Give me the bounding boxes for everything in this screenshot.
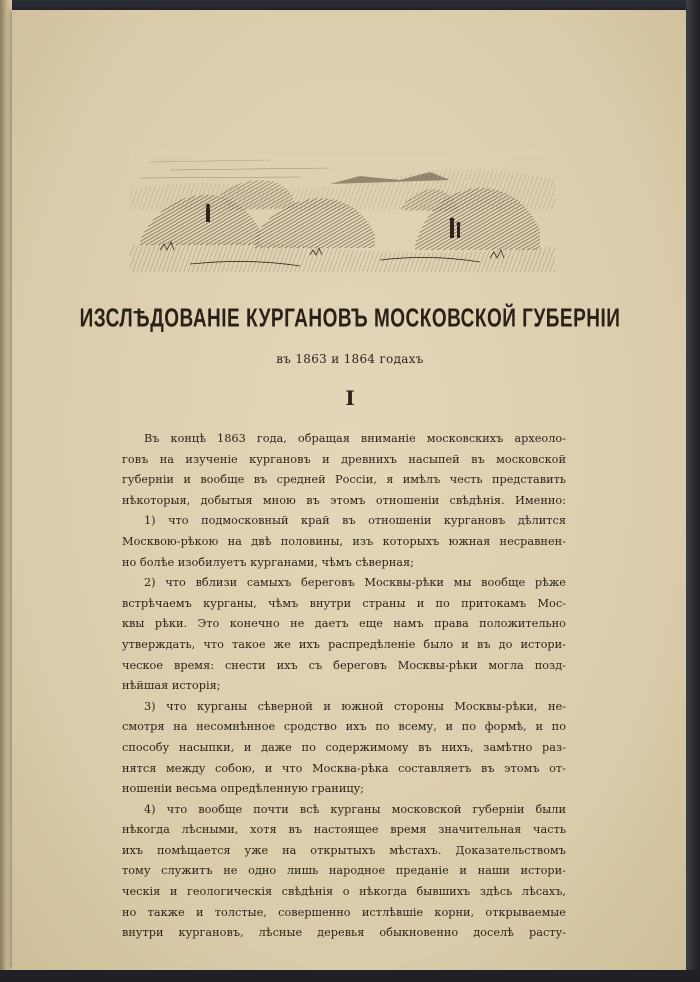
text-line: нѣйшая исторiя; xyxy=(122,679,221,693)
text-line: внутри кургановъ, лѣсные деревья обыкновенно доселѣ расту- xyxy=(122,926,566,940)
text-line: нѣкоторыя, добытыя мною въ этомъ отношенiи свѣдѣнiя. Именно: xyxy=(122,493,566,507)
text-line: говъ на изученiе кургановъ и древнихъ насыпей въ московской xyxy=(122,452,566,466)
text-line: 1) что подмосковный край въ отношенiи кургановъ дѣлится xyxy=(144,514,566,528)
body-text xyxy=(122,429,566,944)
page-bottom-edge xyxy=(0,970,700,982)
text-line: Москвою-рѣкою на двѣ половины, изъ которыхъ южная несравнен- xyxy=(122,534,566,548)
text-line: утверждать, что такое же ихъ распредѣленiе было и въ до истори- xyxy=(122,637,566,651)
page-title: ИЗСЛѢДОВАНIЕ КУРГАНОВЪ МОСКОВСКОЙ ГУБЕРНIИ xyxy=(79,305,621,334)
text-line: но также и толстые, совершенно истлѣвшiе корни, открываемые xyxy=(122,905,566,919)
text-line: тому служитъ не одно лишь народное преданiе и наши истори- xyxy=(122,864,566,878)
text-line: смотря на несомнѣнное сродство ихъ по всему, и по формѣ, и по xyxy=(122,720,566,734)
text-line: губернiи и вообще въ средней Россiи, я имѣлъ честь представить xyxy=(122,473,566,487)
text-line: но болѣе изобилуетъ курганами, чѣмъ сѣверная; xyxy=(122,555,414,569)
text-line: квы рѣки. Это конечно не даетъ еще намъ права положительно xyxy=(122,617,566,631)
page-subtitle: въ 1863 и 1864 годахъ xyxy=(276,352,424,366)
text-line: Въ концѣ 1863 года, обращая вниманiе московскихъ археоло- xyxy=(144,432,566,445)
text-line: 2) что вблизи самыхъ береговъ Москвы-рѣки мы вообще рѣже xyxy=(144,576,566,590)
burial-mounds-engraving-icon xyxy=(130,150,555,272)
text-line: 4) что вообще почти всѣ курганы московской губернiи были xyxy=(144,802,566,816)
text-line: ческое время: снести ихъ съ береговъ Москвы-рѣки могла позд- xyxy=(122,658,566,672)
text-line: нѣкогда лѣсными, хотя въ настоящее время значительная часть xyxy=(122,823,566,837)
text-line: встрѣчаемъ курганы, чѣмъ внутри страны и по притокамъ Мос- xyxy=(122,596,566,610)
chapter-numeral: I xyxy=(345,386,355,410)
text-line: ихъ помѣщается уже на открытыхъ мѣстахъ. Доказательствомъ xyxy=(122,843,566,857)
page-right-edge xyxy=(686,0,700,982)
text-line: нятся между собою, и что Москва-рѣка составляетъ въ этомъ от- xyxy=(122,761,566,775)
page-left-edge xyxy=(0,0,12,982)
text-line: 3) что курганы сѣверной и южной стороны Москвы-рѣки, не- xyxy=(144,699,566,713)
text-line: ческiя и геологическiя свѣдѣнiя о нѣкогда бывшихъ здѣсь лѣсахъ, xyxy=(122,885,566,899)
text-line: способу насыпки, и даже по содержимому въ нихъ, замѣтно раз- xyxy=(122,740,566,754)
text-line: ношенiи весьма опредѣленную границу; xyxy=(122,782,365,796)
